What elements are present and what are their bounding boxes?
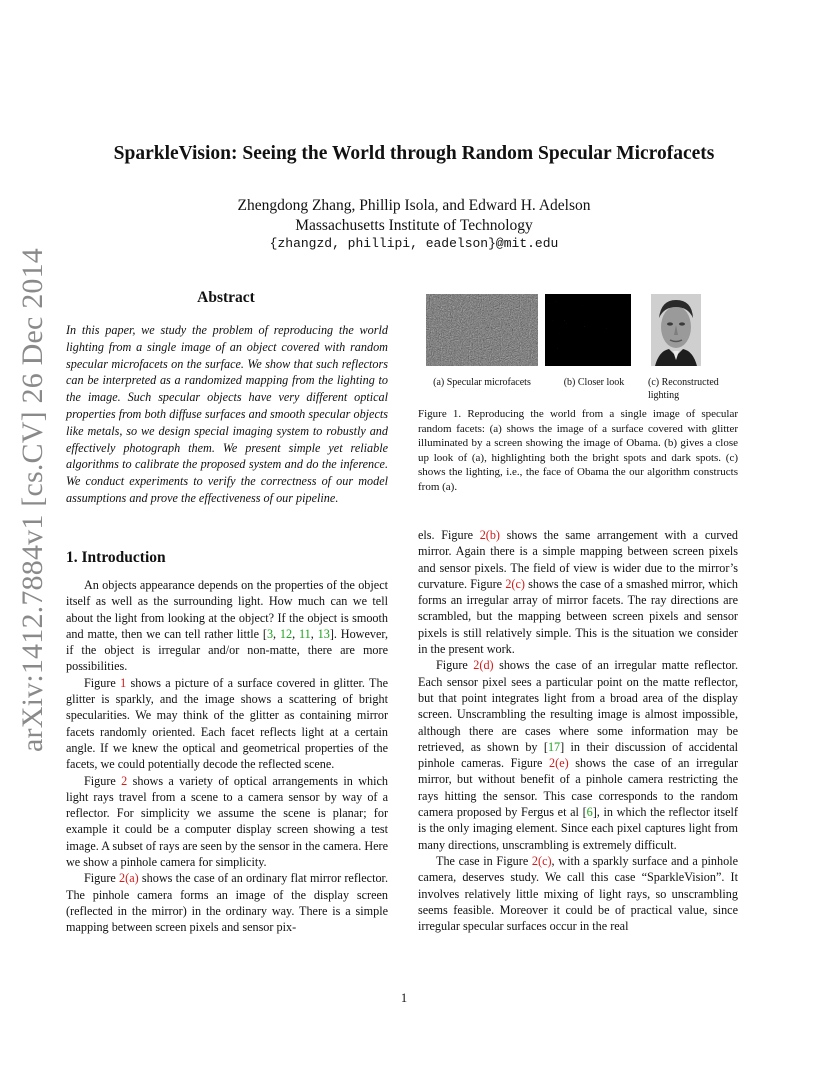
subcaption-a: (a) Specular microfacets bbox=[433, 377, 531, 388]
authors: Zhengdong Zhang, Phillip Isola, and Edward H. Adelson bbox=[237, 197, 591, 214]
subcaption-c: (c) Reconstructed lighting bbox=[648, 377, 719, 401]
citation-link[interactable]: 6 bbox=[586, 805, 593, 820]
intro-paragraph-2: Figure 1 shows a picture of a surface covered in glitter. The glitter is sparkly, and the image shows a scattering of bright specularities. We may think of the glitter as containing mirror facets randomly oriented. Each facet reflects light at a certain angle. If we knew the optical and geometrical properties of the facets, we could potentially decode the reflected scene. bbox=[66, 675, 388, 772]
citation-link[interactable]: 3 bbox=[266, 626, 274, 641]
figure-ref-link[interactable]: 2(c) bbox=[531, 853, 552, 868]
author-block bbox=[0, 196, 828, 236]
figure-1-caption: Figure 1. Reproducing the world from a single image of specular random facets: (a) shows the image of a surface covered with glitter illuminated by a screen showing the image of Obama. (b) gives a close up look of (a), highlighting both the bright spots and dark spots. (c) shows the lighting, i.e., the face of Obama the our algorithm constructs from (a). bbox=[418, 408, 738, 493]
citation-link[interactable]: 12 bbox=[279, 626, 293, 641]
affiliation: Massachusetts Institute of Technology bbox=[295, 217, 533, 234]
figure-ref-link[interactable]: 2(b) bbox=[479, 528, 500, 542]
figure-ref-link[interactable]: 2(e) bbox=[549, 756, 569, 771]
intro-paragraph-1: An objects appearance depends on the properties of the object itself as well as the surrounding light. How much can we tell about the light from looking at the object? If the object is smooth and matte, then we can tell rather little [3, 12, 11, 13]. However, if the object is irregular and/or non-matte, there are more possibilities. bbox=[66, 578, 389, 674]
paper-title: SparkleVision: Seeing the World through Random Specular Microfacets bbox=[113, 143, 715, 164]
specular-microfacets-image bbox=[426, 294, 538, 366]
body-paragraph: The case in Figure 2(c), with a sparkly surface and a pinhole camera, deserves study. We call this case “SparkleVision”. It involves relatively little mixing of light rays, so unscrambling seems feasible. Moreover it could be of practical value, since irregular specular surfaces occur in the real bbox=[418, 853, 739, 934]
figure-ref-link[interactable]: 2(d) bbox=[473, 658, 494, 673]
abstract-text: In this paper, we study the problem of reproducing the world lighting from a single image of an object covered with random specular microfacets on the surface. We show that such reflectors can be interpreted as a randomized mapping from the lighting to the image. Such specular objects have very different optical properties from both diffuse surfaces and smooth specular objects like metals, so we design special imaging system to robustly and effectively photograph them. We present simple yet reliable algorithms to calibrate the proposed system and do the inference. We conduct experiments to verify the correctness of our model assumptions and prove the effectiveness of our pipeline. bbox=[66, 323, 388, 505]
body-paragraph: Figure 2(d) shows the case of an irregular matte reflector. Each sensor pixel sees a particular point on the matte reflector, but that point integrates light from a broad area of the display screen. Unscrambling the resulting image is almost impossible, although there are cases where some information may be retrieved, as shown by [17] in their discussion of accidental pinhole cameras. Figure 2(e) shows the case of an irregular mirror, but without benefit of a pinhole camera restricting the rays hitting the sensor. This case corresponds to the random camera proposed by Fergus et al [6], in which the reflector itself is the only imaging element. Since each pixel captures light from many directions, unscrambling is extremely difficult. bbox=[418, 658, 739, 852]
figure-ref-link[interactable]: 2(a) bbox=[119, 871, 139, 886]
closer-look-image bbox=[545, 294, 631, 366]
intro-paragraph-4: Figure 2(a) shows the case of an ordinary flat mirror reflector. The pinhole camera forms an image of the display screen (reflected in the mirror) in the ordinary way. There is a simple mapping between screen pixels and sensor pix- bbox=[66, 871, 388, 935]
right-column bbox=[418, 527, 738, 934]
abstract-heading: Abstract bbox=[197, 289, 255, 306]
figure-1-images bbox=[418, 294, 738, 366]
figure-ref-link[interactable]: 2 bbox=[121, 773, 128, 788]
figure-ref-link[interactable]: 1 bbox=[120, 675, 127, 690]
emails: {zhangzd, phillipi, eadelson}@mit.edu bbox=[269, 236, 559, 251]
subcaption-b: (b) Closer look bbox=[563, 377, 625, 388]
citation-link[interactable]: 11 bbox=[299, 626, 311, 641]
intro-paragraph-3: Figure 2 shows a variety of optical arrangements in which light rays travel from a scene to a camera sensor by way of a reflector. For simplicity we assume the scene is planar; for example it could be a computer display screen showing a test image. A subset of rays are seen by the sensor in the camera. Here we show a pinhole camera for simplicity. bbox=[66, 773, 388, 870]
section-heading: 1. Introduction bbox=[66, 549, 166, 566]
citation-link[interactable]: 17 bbox=[547, 739, 561, 754]
left-column bbox=[66, 577, 388, 936]
body-paragraph: els. Figure 2(b) shows the same arrangement with a curved mirror. Again there is a simple mapping between screen pixels and sensor pixels. The field of view is wider due to the mirror’s curvature. Figure 2(c) shows the case of a smashed mirror, which forms an irregular array of mirror facets. The ray directions are scrambled, but the mapping between screen pixels and sensor pixels is still relatively simple. This is the situation we consider in the present work. bbox=[418, 528, 739, 657]
figure-ref-link[interactable]: 2(c) bbox=[505, 576, 525, 591]
page-number: 1 bbox=[400, 991, 408, 1005]
citation-link[interactable]: 13 bbox=[317, 626, 330, 641]
arxiv-side-label: arXiv:1412.7884v1 [cs.CV] 26 Dec 2014 bbox=[16, 248, 49, 752]
reconstructed-lighting-image bbox=[651, 294, 701, 366]
